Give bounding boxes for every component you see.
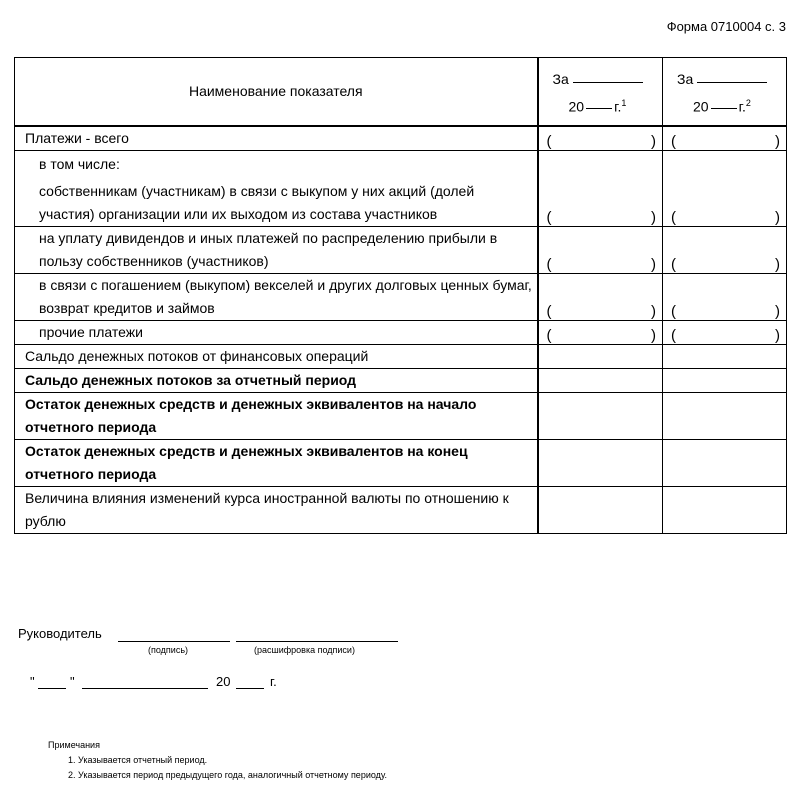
indicator-name [15,393,538,440]
value-current[interactable] [538,440,663,487]
table-row [15,393,787,440]
period-za-label: За [677,71,694,87]
table-row [15,345,787,369]
indicator-name [15,369,538,393]
value-current[interactable] [538,321,663,345]
indicator-label: прочие платежи [39,324,143,340]
signer-label: Руководитель [18,626,102,641]
indicator-name [15,321,538,345]
indicator-label: Сальдо денежных потоков от финансовых операций [25,348,369,364]
year-prefix: 20 [693,98,709,115]
value-current[interactable] [538,126,663,151]
value-current[interactable] [538,274,663,321]
bracket-open: ( [546,303,552,320]
table-row [15,369,787,393]
table-row [15,440,787,487]
year-blank[interactable] [236,688,264,689]
negative-value-brackets [669,206,782,226]
signature-decode-line[interactable] [236,641,398,642]
indicator-label: в связи с погашением (выкупом) векселей и других долговых ценных бумаг, возврат кредитов и займов [39,277,532,316]
header-indicator-name: Наименование показателя [15,58,538,127]
year-blank[interactable] [711,92,737,109]
indicator-name [15,151,538,227]
negative-value-brackets [545,206,659,226]
month-blank[interactable] [82,688,208,689]
negative-value-brackets [545,300,659,320]
indicator-label: собственникам (участникам) в связи с выкупом у них акций (долей участия) организации или их выходом из состава участников [39,183,475,222]
year-prefix: 20 [216,674,231,689]
value-previous[interactable] [663,369,787,393]
value-previous[interactable] [663,274,787,321]
value-current[interactable] [538,487,663,534]
indicator-label: на уплату дивидендов и иных платежей по распределению прибыли в пользу собственников (участников) [39,230,498,269]
table-row [15,227,787,274]
period-blank[interactable] [573,68,643,83]
negative-value-brackets [669,253,782,273]
bracket-close: ) [775,133,780,150]
indicator-name [15,126,538,151]
table-header-row [15,58,787,127]
signature-decode-caption: (расшифровка подписи) [254,645,355,655]
bracket-open: ( [671,256,676,273]
table-row [15,487,787,534]
value-previous[interactable] [663,227,787,274]
bracket-close: ) [775,327,780,344]
quote-close: " [70,674,75,689]
header-period-current [538,58,663,127]
value-current[interactable] [538,227,663,274]
bracket-close: ) [651,256,656,273]
indicator-name [15,487,538,534]
value-previous[interactable] [663,393,787,440]
value-current[interactable] [538,393,663,440]
period-za-label: За [552,71,569,87]
negative-value-brackets [669,130,782,150]
bracket-close: ) [651,209,656,226]
indicator-label: Сальдо денежных потоков за отчетный период [25,372,357,388]
year-suffix: г. [270,674,277,689]
negative-value-brackets [545,324,659,344]
indicator-label: Остаток денежных средств и денежных эквивалентов на начало отчетного периода [25,396,477,435]
day-blank[interactable] [38,688,66,689]
value-previous[interactable] [663,440,787,487]
note-item: 1. Указывается отчетный период. [68,755,208,765]
bracket-close: ) [775,256,780,273]
table-row [15,321,787,345]
year-suffix: г. [614,98,622,115]
indicator-caption: в том числе: [39,156,120,172]
indicator-name [15,345,538,369]
value-previous[interactable] [663,487,787,534]
value-current[interactable] [538,345,663,369]
bracket-open: ( [546,327,552,344]
indicator-label: Остаток денежных средств и денежных эквивалентов на конец отчетного периода [25,443,468,482]
indicator-name [15,274,538,321]
bracket-close: ) [651,133,656,150]
year-prefix: 20 [568,98,585,115]
value-previous[interactable] [663,126,787,151]
table-row [15,151,787,227]
footnote-ref: 1 [621,98,627,108]
signature-caption: (подпись) [148,645,189,655]
indicator-name [15,440,538,487]
negative-value-brackets [545,130,659,150]
bracket-open: ( [671,327,676,344]
table-row [15,126,787,151]
period-blank[interactable] [697,68,767,83]
indicator-label: Величина влияния изменений курса иностранной валюты по отношению к рублю [25,490,509,529]
value-current[interactable] [538,151,663,227]
table-row [15,274,787,321]
indicator-name [15,227,538,274]
notes-title: Примечания [48,740,100,750]
value-previous[interactable] [663,151,787,227]
signature-line[interactable] [118,641,230,642]
bracket-close: ) [775,209,780,226]
bracket-open: ( [546,209,552,226]
header-period-previous [663,58,787,127]
year-blank[interactable] [586,92,612,109]
bracket-close: ) [775,303,780,320]
value-previous[interactable] [663,345,787,369]
bracket-open: ( [546,256,552,273]
negative-value-brackets [669,300,782,320]
form-code: Форма 0710004 с. 3 [666,19,786,34]
bracket-close: ) [651,303,656,320]
footnote-ref: 2 [745,98,751,108]
signature-block [18,626,618,726]
cash-flow-table [14,57,787,534]
note-item: 2. Указывается период предыдущего года, аналогичный отчетному периоду. [68,770,388,780]
bracket-close: ) [651,327,656,344]
negative-value-brackets [545,253,659,273]
year-suffix: г. [738,98,746,115]
indicator-label: Платежи - всего [25,130,129,146]
value-current[interactable] [538,369,663,393]
bracket-open: ( [671,209,676,226]
value-previous[interactable] [663,321,787,345]
notes [48,738,387,783]
quote-open: " [30,674,35,689]
bracket-open: ( [546,133,552,150]
negative-value-brackets [669,324,782,344]
bracket-open: ( [671,133,676,150]
bracket-open: ( [671,303,676,320]
